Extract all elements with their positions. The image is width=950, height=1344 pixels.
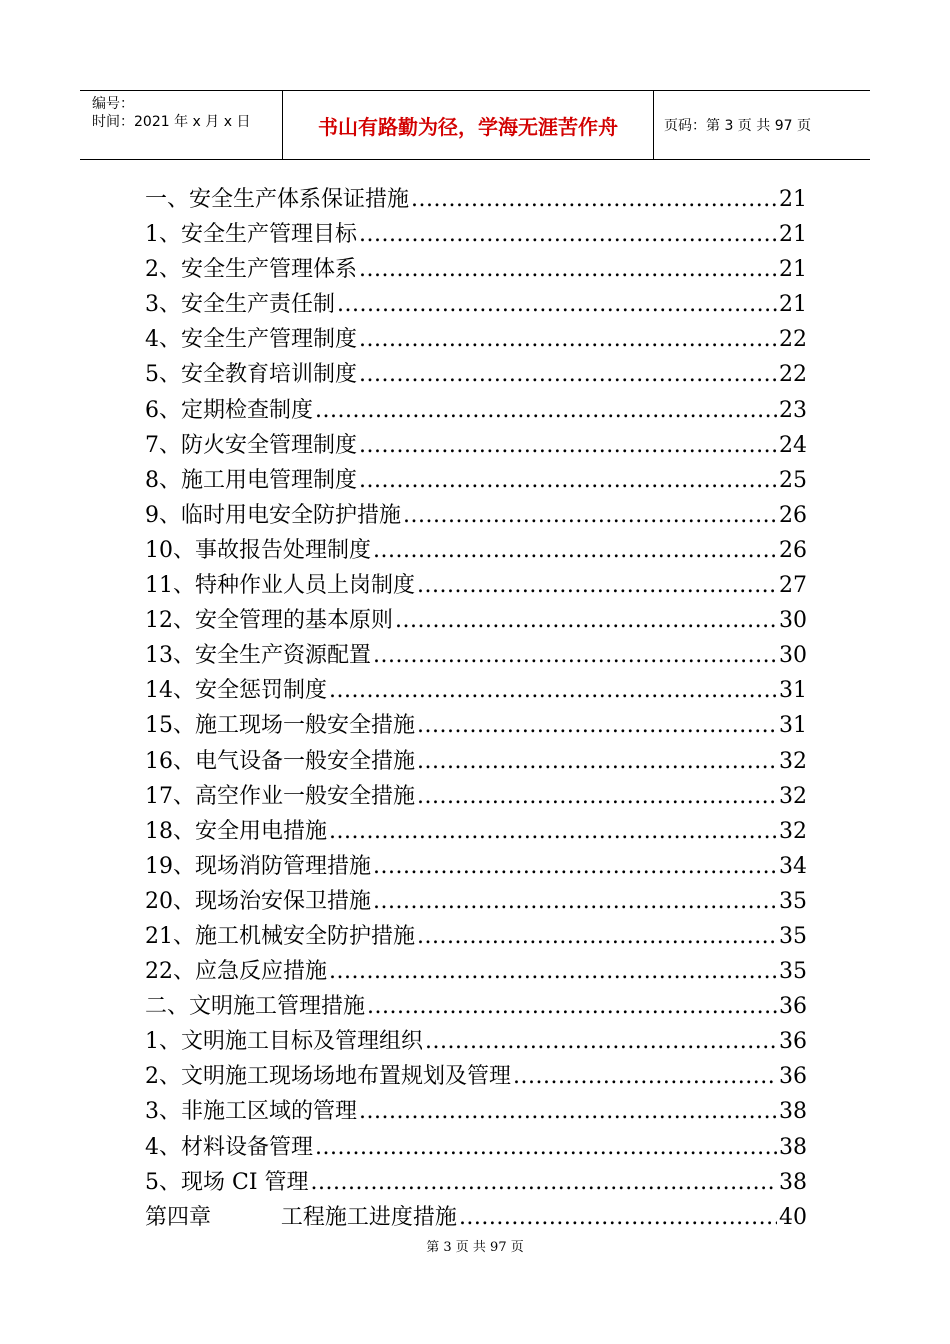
toc-entry-page: 21 <box>779 222 807 248</box>
toc-entry-page: 22 <box>779 327 807 353</box>
toc-leader-dots <box>337 292 777 317</box>
toc-entry[interactable] <box>145 182 807 217</box>
toc-entry-page: 22 <box>779 362 807 388</box>
toc-entry-page: 38 <box>779 1134 807 1160</box>
toc-entry-page: 36 <box>779 994 807 1020</box>
toc-entry-page: 26 <box>779 502 807 528</box>
toc-entry-title: 14、安全惩罚制度 <box>145 678 327 704</box>
toc-entry[interactable] <box>145 673 807 708</box>
toc-entry-page: 30 <box>779 608 807 634</box>
toc-entry-page: 40 <box>779 1204 807 1230</box>
toc-leader-dots <box>367 994 777 1019</box>
toc-entry[interactable] <box>145 533 807 568</box>
toc-entry-page: 34 <box>779 853 807 879</box>
toc-entry-title: 2、安全生产管理体系 <box>145 257 357 283</box>
page-footer <box>0 1236 950 1255</box>
toc-entry-title: 20、现场治安保卫措施 <box>145 888 371 914</box>
toc-entry[interactable] <box>145 708 807 743</box>
toc-leader-dots <box>329 819 777 844</box>
toc-entry[interactable] <box>145 1165 807 1200</box>
toc-entry-page: 21 <box>779 187 807 212</box>
toc-entry-title: 3、安全生产责任制 <box>145 292 335 318</box>
toc-leader-dots <box>403 503 777 528</box>
toc-entry-page: 30 <box>779 643 807 669</box>
toc-entry-page: 38 <box>779 1169 807 1195</box>
toc-leader-dots <box>359 468 777 493</box>
toc-entry-page: 36 <box>779 1029 807 1055</box>
toc-entry[interactable] <box>145 849 807 884</box>
toc-entry-title: 2、文明施工现场场地布置规划及管理 <box>145 1064 511 1090</box>
toc-leader-dots <box>395 608 777 633</box>
toc-leader-dots <box>373 538 777 563</box>
toc-leader-dots <box>411 187 777 212</box>
toc-entry[interactable] <box>145 428 807 463</box>
toc-leader-dots <box>513 1064 777 1089</box>
toc-entry-title: 21、施工机械安全防护措施 <box>145 923 415 949</box>
toc-entry-page: 27 <box>779 573 807 599</box>
toc-leader-dots <box>359 327 777 352</box>
toc-entry[interactable] <box>145 252 807 287</box>
toc-leader-dots <box>359 362 777 387</box>
toc-entry-title: 3、非施工区域的管理 <box>145 1099 357 1125</box>
toc-entry-page: 32 <box>779 818 807 844</box>
toc-entry[interactable] <box>145 919 807 954</box>
toc-entry[interactable] <box>145 744 807 779</box>
toc-entry-page: 38 <box>779 1099 807 1125</box>
toc-entry-page: 35 <box>779 923 807 949</box>
toc-leader-dots <box>373 889 777 914</box>
header-page-info: 页码：第 3 页 共 97 页 <box>664 118 811 134</box>
toc-leader-dots <box>359 222 777 247</box>
toc-entry[interactable] <box>145 603 807 638</box>
toc-leader-dots <box>315 398 777 423</box>
toc-entry[interactable] <box>145 1130 807 1165</box>
toc-entry-title: 16、电气设备一般安全措施 <box>145 748 415 774</box>
toc-leader-dots <box>417 924 777 949</box>
toc-entry[interactable] <box>145 884 807 919</box>
toc-entry-title: 17、高空作业一般安全措施 <box>145 783 415 809</box>
toc-entry-title: 11、特种作业人员上岗制度 <box>145 573 415 599</box>
toc-entry-page: 36 <box>779 1064 807 1090</box>
toc-entry-title: 5、现场 CI 管理 <box>145 1169 309 1195</box>
toc-entry[interactable] <box>145 954 807 989</box>
toc-entry-title: 22、应急反应措施 <box>145 959 327 985</box>
toc-entry-page: 23 <box>779 397 807 423</box>
toc-leader-dots <box>315 1135 777 1160</box>
toc-entry[interactable] <box>145 1024 807 1059</box>
toc-leader-dots <box>417 713 777 738</box>
toc-entry-title: 6、定期检查制度 <box>145 397 313 423</box>
toc-entry[interactable] <box>145 357 807 392</box>
toc-leader-dots <box>373 854 777 879</box>
header-motto: 书山有路勤为径，学海无涯苦作舟 <box>282 91 654 159</box>
toc-leader-dots <box>417 749 777 774</box>
toc-entry-title: 7、防火安全管理制度 <box>145 432 357 458</box>
toc-entry[interactable] <box>145 217 807 252</box>
toc-entry[interactable] <box>145 322 807 357</box>
toc-entry-page: 31 <box>779 713 807 739</box>
toc-entry-title: 18、安全用电措施 <box>145 818 327 844</box>
toc-entry-title: 5、安全教育培训制度 <box>145 362 357 388</box>
toc-leader-dots <box>373 643 777 668</box>
document-number-label: 编号： <box>92 96 134 112</box>
toc-entry-title: 一、安全生产体系保证措施 <box>145 187 410 212</box>
toc-entry-title: 19、现场消防管理措施 <box>145 853 371 879</box>
toc-entry[interactable] <box>145 989 807 1024</box>
toc-entry-title: 二、文明施工管理措施 <box>145 994 366 1020</box>
toc-leader-dots <box>459 1205 777 1230</box>
toc-entry[interactable] <box>145 814 807 849</box>
toc-entry-title: 第四章 工程施工进度措施 <box>145 1204 457 1230</box>
toc-entry-title: 12、安全管理的基本原则 <box>145 608 393 634</box>
toc-entry-title: 4、安全生产管理制度 <box>145 327 357 353</box>
toc-leader-dots <box>417 784 777 809</box>
document-time-label: 时间：2021 年 x 月 x 日 <box>92 114 251 130</box>
toc-entry-page: 21 <box>779 292 807 318</box>
toc-entry-page: 24 <box>779 432 807 458</box>
toc-entry-page: 26 <box>779 537 807 563</box>
toc-entry-page: 21 <box>779 257 807 283</box>
toc-entry[interactable] <box>145 568 807 603</box>
toc-entry[interactable] <box>145 1059 807 1094</box>
toc-entry[interactable] <box>145 779 807 814</box>
toc-entry-title: 10、事故报告处理制度 <box>145 537 371 563</box>
toc-entry-page: 25 <box>779 467 807 493</box>
toc-leader-dots <box>311 1170 777 1195</box>
toc-entry[interactable] <box>145 393 807 428</box>
toc-entry-title: 4、材料设备管理 <box>145 1134 313 1160</box>
toc-entry-title: 13、安全生产资源配置 <box>145 643 371 669</box>
toc-entry-page: 31 <box>779 678 807 704</box>
toc-entry[interactable] <box>145 638 807 673</box>
footer-page-number: 第 3 页 共 97 页 <box>426 1240 524 1255</box>
toc-entry-title: 8、施工用电管理制度 <box>145 467 357 493</box>
header-meta <box>80 91 282 159</box>
toc-entry[interactable] <box>145 1094 807 1129</box>
toc-leader-dots <box>329 959 777 984</box>
toc-entry[interactable] <box>145 498 807 533</box>
toc-entry-page: 32 <box>779 748 807 774</box>
toc-leader-dots <box>359 257 777 282</box>
toc-entry[interactable] <box>145 1200 807 1235</box>
toc-entry-page: 32 <box>779 783 807 809</box>
toc-entry-title: 1、文明施工目标及管理组织 <box>145 1029 423 1055</box>
toc-leader-dots <box>425 1029 777 1054</box>
toc-entry[interactable] <box>145 287 807 322</box>
toc-leader-dots <box>359 1099 777 1124</box>
toc-leader-dots <box>329 678 777 703</box>
toc-entry-page: 35 <box>779 888 807 914</box>
toc-entry-title: 15、施工现场一般安全措施 <box>145 713 415 739</box>
toc-entry[interactable] <box>145 463 807 498</box>
toc-leader-dots <box>417 573 777 598</box>
toc-entry-page: 35 <box>779 959 807 985</box>
toc-entry-title: 9、临时用电安全防护措施 <box>145 502 401 528</box>
table-of-contents <box>145 182 807 1235</box>
page-header <box>80 90 870 160</box>
toc-leader-dots <box>359 433 777 458</box>
toc-entry-title: 1、安全生产管理目标 <box>145 222 357 248</box>
